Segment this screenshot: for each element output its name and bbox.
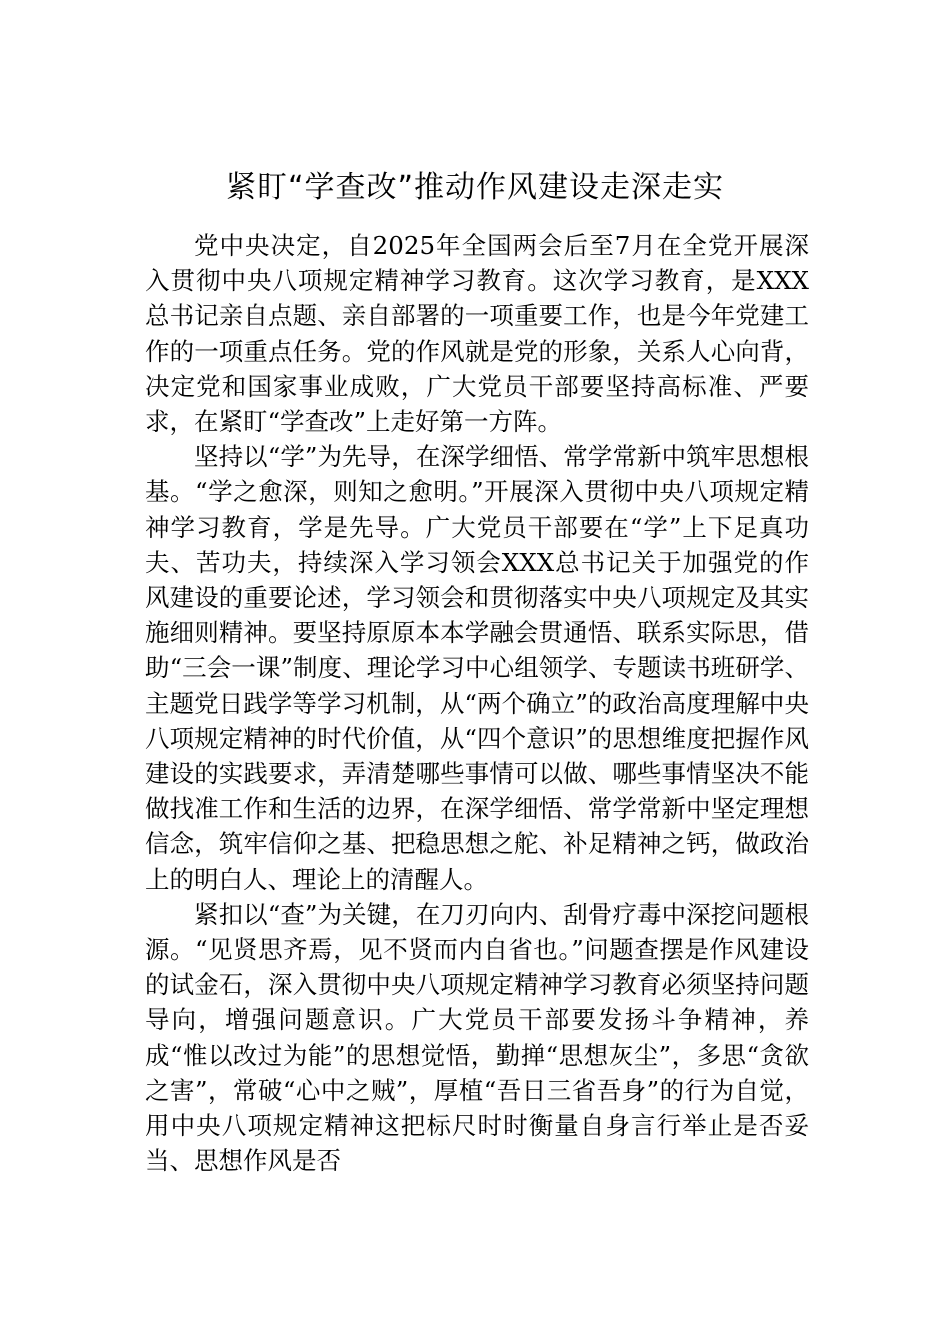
paragraph-inspect: 紧扣以“查”为关键，在刀刃向内、刮骨疗毒中深挖问题根源。“见贤思齐焉，见不贤而内自省也。”问题查摆是作风建设的试金石，深入贯彻中央八项规定精神学习教育必须坚持问题导向，增强问题意识。广大党员干部要发扬斗争精神，养成“惟以改过为能”的思想觉悟，勤掸“思想灰尘”，多思“贪欲之害”，常破“心中之贼”，厚植“吾日三省吾身”的行为自觉，用中央八项规定精神这把标尺时时衡量自身言行举止是否妥当、思想作风是否 bbox=[145, 899, 809, 1176]
document-title: 紧盯“学查改”推动作风建设走深走实 bbox=[225, 170, 725, 205]
paragraph-intro: 党中央决定，自2025年全国两会后至7月在全党开展深入贯彻中央八项规定精神学习教育。这次学习教育，是XXX总书记亲自点题、亲自部署的一项重要工作，也是今年党建工作的一项重点任务。党的作风就是党的形象，关系人心向背，决定党和国家事业成败，广大党员干部要坚持高标准、严要求，在紧盯“学查改”上走好第一方阵。 bbox=[145, 231, 809, 437]
paragraph-study: 坚持以“学”为先导，在深学细悟、常学常新中筑牢思想根基。“学之愈深，则知之愈明。”开展深入贯彻中央八项规定精神学习教育，学是先导。广大党员干部要在“学”上下足真功夫、苦功夫，持续深入学习领会XXX总书记关于加强党的作风建设的重要论述，学习领会和贯彻落实中央八项规定及其实施细则精神。要坚持原原本本学融会贯通悟、联系实际思，借助“三会一课”制度、理论学习中心组领学、专题读书班研学、主题党日践学等学习机制，从“两个确立”的政治高度理解中央八项规定精神的时代价值，从“四个意识”的思想维度把握作风建设的实践要求，弄清楚哪些事情可以做、哪些事情坚决不能做找准工作和生活的边界，在深学细悟、常学常新中坚定理想信念，筑牢信仰之基、把稳思想之舵、补足精神之钙，做政治上的明白人、理论上的清醒人。 bbox=[145, 442, 809, 894]
document-body bbox=[145, 228, 809, 1178]
